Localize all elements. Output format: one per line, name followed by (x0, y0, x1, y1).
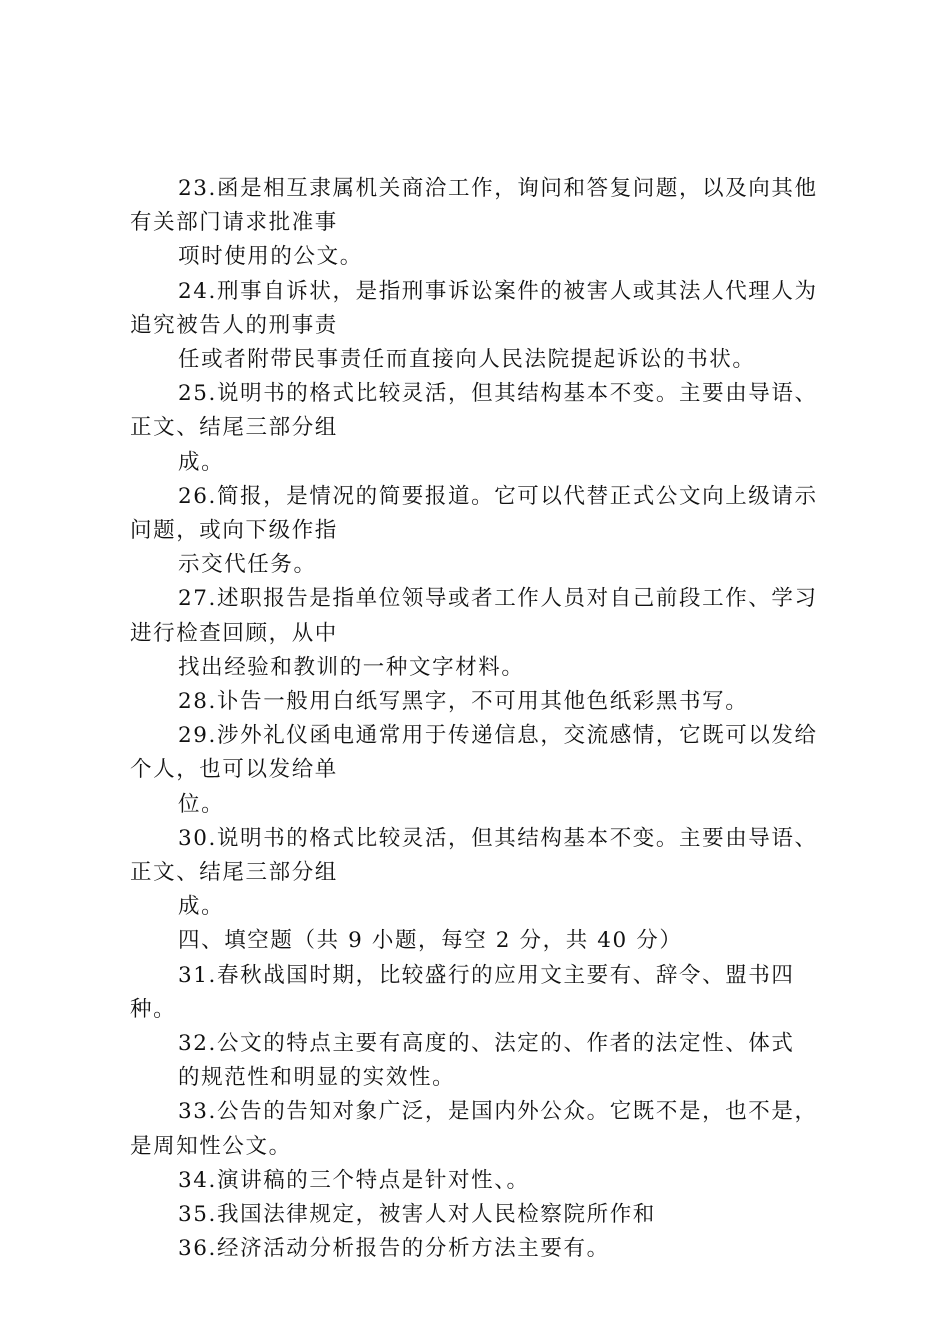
paragraph-first-line: 29.涉外礼仪函电通常用于传递信息，交流感情，它既可以发给个人，也可以发给单 (130, 723, 818, 783)
paragraph-first-line: 34.演讲稿的三个特点是针对性、。 (178, 1167, 530, 1193)
list-item (130, 1232, 830, 1266)
paragraph-continuation: 成。 (178, 449, 225, 475)
paragraph-first-line: 33.公告的告知对象广泛，是国内外公众。它既不是，也不是，是周知性公文。 (130, 1099, 818, 1159)
list-item (130, 822, 830, 925)
document-body (130, 172, 830, 1267)
paragraph-continuation: 示交代任务。 (178, 552, 317, 578)
list-item (130, 172, 830, 275)
paragraph-first-line: 23.函是相互隶属机关商洽工作，询问和答复问题，以及向其他有关部门请求批准事 (130, 176, 818, 236)
list-item (130, 1027, 830, 1095)
paragraph-continuation: 位。 (178, 791, 225, 817)
section-heading (130, 924, 830, 958)
paragraph-first-line: 35.我国法律规定，被害人对人民检察院所作和 (178, 1202, 656, 1228)
list-item (130, 582, 830, 685)
list-item (130, 1095, 830, 1163)
paragraph-continuation: 项时使用的公文。 (178, 244, 363, 270)
paragraph-first-line: 30.说明书的格式比较灵活，但其结构基本不变。主要由导语、正文、结尾三部分组 (130, 825, 818, 886)
list-item (130, 377, 830, 480)
paragraph-first-line: 28.讣告一般用白纸写黑字，不可用其他色纸彩黑书写。 (178, 689, 749, 715)
paragraph-first-line: 36.经济活动分析报告的分析方法主要有。 (178, 1236, 610, 1262)
list-item (130, 959, 830, 1027)
paragraph-first-line: 31.春秋战国时期，比较盛行的应用文主要有、辞令、盟书四种。 (130, 962, 795, 1022)
paragraph-continuation: 任或者附带民事责任而直接向人民法院提起诉讼的书状。 (178, 347, 756, 373)
list-item (130, 1198, 830, 1232)
paragraph-first-line: 24.刑事自诉状，是指刑事诉讼案件的被害人或其法人代理人为追究被告人的刑事责 (130, 278, 818, 338)
list-item (130, 275, 830, 378)
paragraph-continuation: 成。 (178, 894, 225, 920)
list-item (130, 480, 830, 583)
paragraph-first-line: 25.说明书的格式比较灵活，但其结构基本不变。主要由导语、正文、结尾三部分组 (130, 381, 818, 441)
paragraph-first-line: 26.简报，是情况的简要报道。它可以代替正式公文向上级请示问题，或向下级作指 (130, 483, 818, 544)
section-heading-text: 四、填空题（共 9 小题，每空 2 分，共 40 分） (178, 928, 683, 954)
list-item (130, 719, 830, 822)
paragraph-continuation: 找出经验和教训的一种文字材料。 (178, 654, 525, 680)
list-item (130, 1164, 830, 1198)
paragraph-first-line: 32.公文的特点主要有高度的、法定的、作者的法定性、体式 (178, 1031, 795, 1057)
paragraph-first-line: 27.述职报告是指单位领导或者工作人员对自己前段工作、学习进行检查回顾，从中 (130, 586, 818, 646)
list-item (130, 685, 830, 719)
paragraph-continuation: 的规范性和明显的实效性。 (178, 1065, 456, 1091)
